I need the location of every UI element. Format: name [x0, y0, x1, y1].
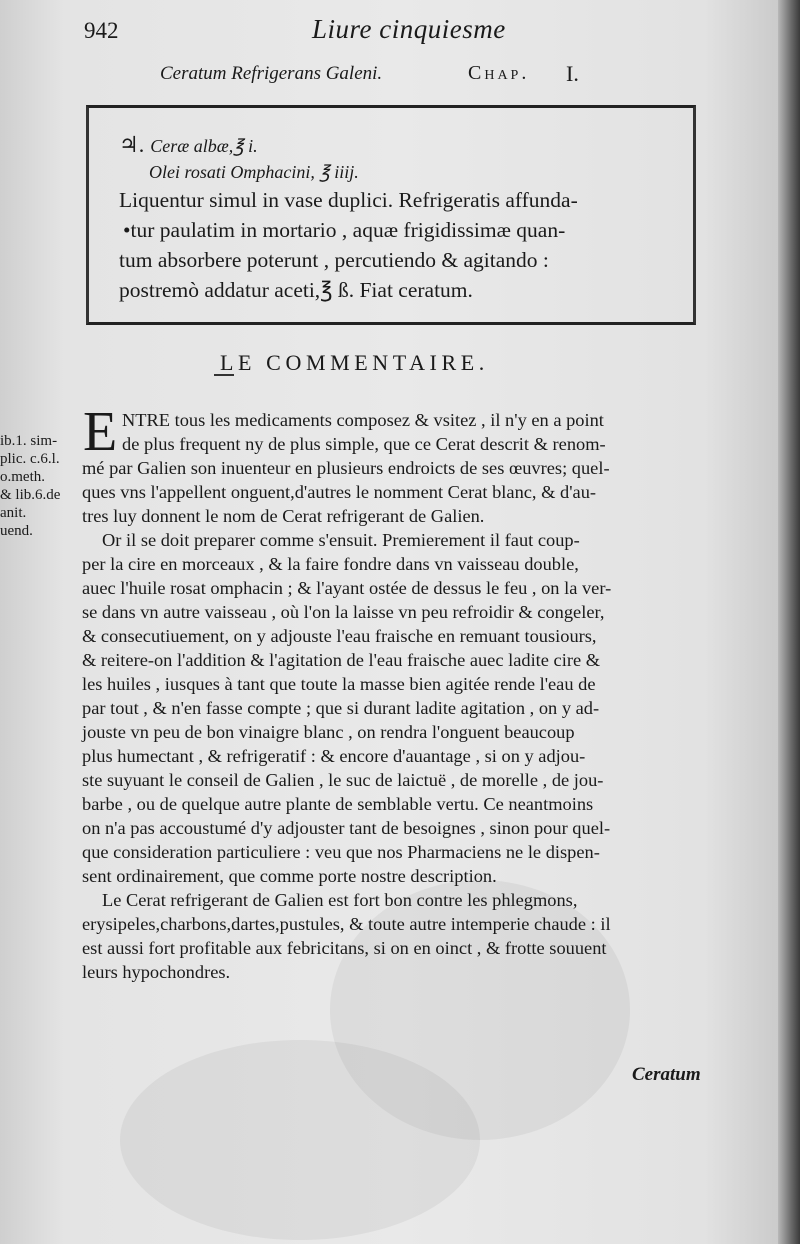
text-line: les huiles , iusques à tant que toute la masse bien agitée rende l'eau de [82, 674, 596, 694]
text-line: Or il se doit preparer comme s'ensuit. Premierement il faut coup- [102, 530, 580, 550]
text-line: auec l'huile rosat omphacin ; & l'ayant ostée de dessus le feu , on la ver- [82, 578, 612, 598]
text-line: & reitere-on l'addition & l'agitation de l'eau fraische auec ladite cire & [82, 650, 601, 670]
catchword: Ceratum [632, 1064, 701, 1085]
formula-line [119, 132, 258, 158]
margin-note-line: uend. [0, 523, 33, 539]
text-line: NTRE tous les medicaments composez & vsitez , il n'y en a point [122, 410, 604, 430]
formula-line: postremò addatur aceti,℥ ß. Fiat ceratum. [119, 278, 473, 302]
text-line: se dans vn autre vaisseau , où l'on la laisse vn peu refroidir & congeler, [82, 602, 605, 622]
text-line: per la cire en morceaux , & la faire fondre dans vn vaisseau double, [82, 554, 579, 574]
text-line: & consecutiuement, on y adjouste l'eau fraische en remuant tousiours, [82, 626, 597, 646]
text-line: que consideration particuliere : veu que nos Pharmaciens ne le dispen- [82, 842, 600, 862]
margin-note-line: plic. c.6.l. [0, 451, 60, 467]
text-line: ques vns l'appellent onguent,d'autres le nomment Cerat blanc, & d'au- [82, 482, 597, 502]
formula-line: Olei rosati Omphacini, ℥ iiij. [149, 162, 359, 182]
formula-box [86, 105, 696, 325]
text-line: leurs hypochondres. [82, 962, 231, 982]
text-line: de plus frequent ny de plus simple, que ce Cerat descrit & renom- [122, 434, 606, 454]
commentary-title: LE COMMENTAIRE. [220, 350, 489, 375]
paper-stain [120, 1040, 480, 1240]
margin-note-line: & lib.6.de [0, 487, 61, 503]
running-head [76, 14, 716, 48]
page-number: 942 [84, 18, 119, 43]
margin-note-line: o.meth. [0, 469, 45, 485]
text-line: on n'a pas accoustumé d'y adjouster tant de besoignes , sinon pour quel- [82, 818, 611, 838]
chapter-header [160, 60, 720, 92]
margin-note-line: ib.1. sim- [0, 433, 58, 449]
text-line: sent ordinairement, que comme porte nostre description. [82, 866, 497, 886]
chapter-label: Chap. [468, 62, 530, 84]
text-line: ste suyuant le conseil de Galien , le suc de laictuë , de morelle , de jou- [82, 770, 604, 790]
text-line: Le Cerat refrigerant de Galien est fort bon contre les phlegmons, [102, 890, 578, 910]
text-line: mé par Galien son inuenteur en plusieurs endroicts de ses œuvres; quel- [82, 458, 610, 478]
text-line: plus humectant , & refrigeratif : & encore d'auantage , si on y adjou- [82, 746, 586, 766]
formula-line: •tur paulatim in mortario , aquæ frigidissimæ quan- [123, 218, 566, 242]
chapter-number: I. [566, 61, 579, 86]
text-line: erysipeles,charbons,dartes,pustules, & toute autre intemperie chaude : il [82, 914, 611, 934]
text-line: par tout , & n'en fasse compte ; que si durant ladite agitation , on y ad- [82, 698, 600, 718]
book-title: Liure cinquiesme [312, 14, 506, 44]
text-line: jouste vn peu de bon vinaigre blanc , on rendra l'onguent beaucoup [82, 722, 575, 742]
text-line: barbe , ou de quelque autre plante de semblable vertu. Ce neantmoins [82, 794, 594, 814]
recipe-symbol: ♃. [119, 132, 145, 157]
recipe-title: Ceratum Refrigerans Galeni. [160, 63, 383, 84]
margin-note-line: anit. [0, 505, 27, 521]
page-edge [778, 0, 800, 1244]
drop-cap: E [83, 401, 118, 463]
text-line: est aussi fort profitable aux febricitans, si on en oinct , & frotte souuent [82, 938, 607, 958]
formula-ingredient: Ceræ albæ,℥ i. [150, 136, 258, 156]
margin-note [0, 432, 80, 540]
formula-line: Liquentur simul in vase duplici. Refrigeratis affunda- [119, 188, 578, 212]
formula-line: tum absorbere poterunt , percutiendo & agitando : [119, 248, 549, 272]
text-line: tres luy donnent le nom de Cerat refrigerant de Galien. [82, 506, 485, 526]
